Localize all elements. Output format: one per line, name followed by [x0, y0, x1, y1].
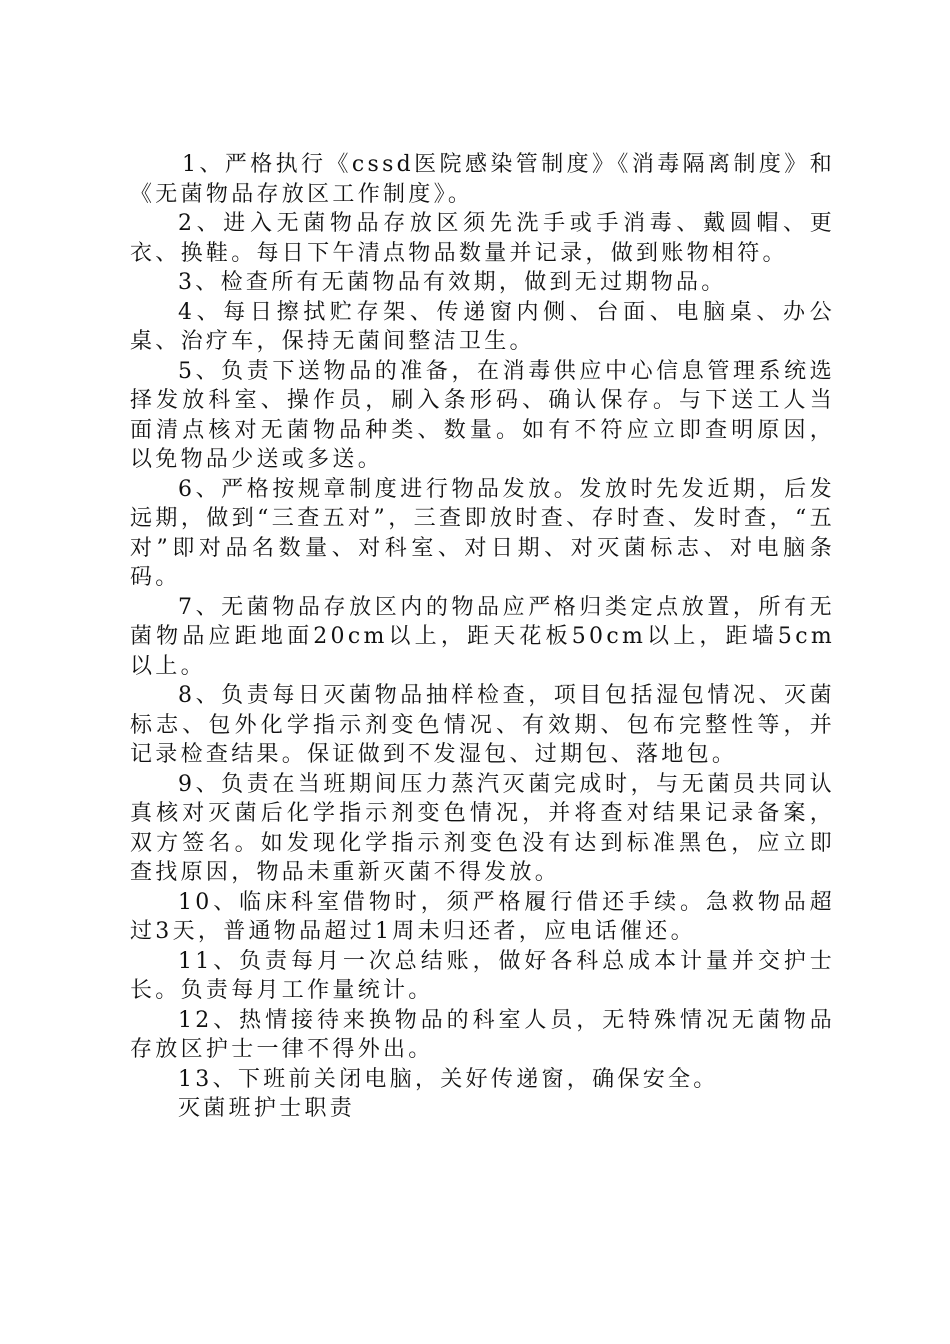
section-heading: 灭菌班护士职责	[178, 1096, 356, 1121]
paragraph-7: 7、无菌物品存放区内的物品应严格归类定点放置，所有无菌物品应距地面20cm以上，距天花板50cm以上，距墙5cm以上。	[130, 594, 835, 679]
paragraph-4: 4、每日擦拭贮存架、传递窗内侧、台面、电脑桌、办公桌、治疗车，保持无菌间整洁卫生。	[130, 299, 835, 354]
paragraph-8: 8、负责每日灭菌物品抽样检查，项目包括湿包情况、灭菌标志、包外化学指示剂变色情况、有效期、包布完整性等，并记录检查结果。保证做到不发湿包、过期包、落地包。	[130, 683, 835, 767]
paragraph-9: 9、负责在当班期间压力蒸汽灭菌完成时，与无菌员共同认真核对灭菌后化学指示剂变色情况，并将查对结果记录备案，双方签名。如发现化学指示剂变色没有达到标准黑色，应立即查找原因，物品未重新灭菌不得发放。	[130, 771, 835, 885]
paragraph-5: 5、负责下送物品的准备，在消毒供应中心信息管理系统选择发放科室、操作员，刷入条形码、确认保存。与下送工人当面清点核对无菌物品种类、数量。如有不符应立即查明原因，以免物品少送或多送。	[130, 358, 835, 472]
paragraph-11: 11、负责每月一次总结账，做好各科总成本计量并交护士长。负责每月工作量统计。	[130, 948, 835, 1003]
paragraph-6: 6、严格按规章制度进行物品发放。发放时先发近期，后发远期，做到“三查五对”，三查即放时查、存时查、发时查，“五对”即对品名数量、对科室、对日期、对灭菌标志、对电脑条码。	[130, 476, 835, 590]
paragraph-12: 12、热情接待来换物品的科室人员，无特殊情况无菌物品存放区护士一律不得外出。	[130, 1007, 835, 1062]
paragraph-2: 2、进入无菌物品存放区须先洗手或手消毒、戴圆帽、更衣、换鞋。每日下午清点物品数量并记录，做到账物相符。	[130, 211, 835, 266]
paragraph-13: 13、下班前关闭电脑，关好传递窗，确保安全。	[178, 1066, 719, 1092]
paragraph-3: 3、检查所有无菌物品有效期，做到无过期物品。	[178, 270, 727, 295]
document-body	[130, 150, 835, 1124]
paragraph-1: 1、严格执行《cssd医院感染管制度》《消毒隔离制度》和《无菌物品存放区工作制度》。	[130, 152, 835, 207]
paragraph-10: 10、临床科室借物时，须严格履行借还手续。急救物品超过3天，普通物品超过1周未归还者，应电话催还。	[130, 889, 835, 944]
